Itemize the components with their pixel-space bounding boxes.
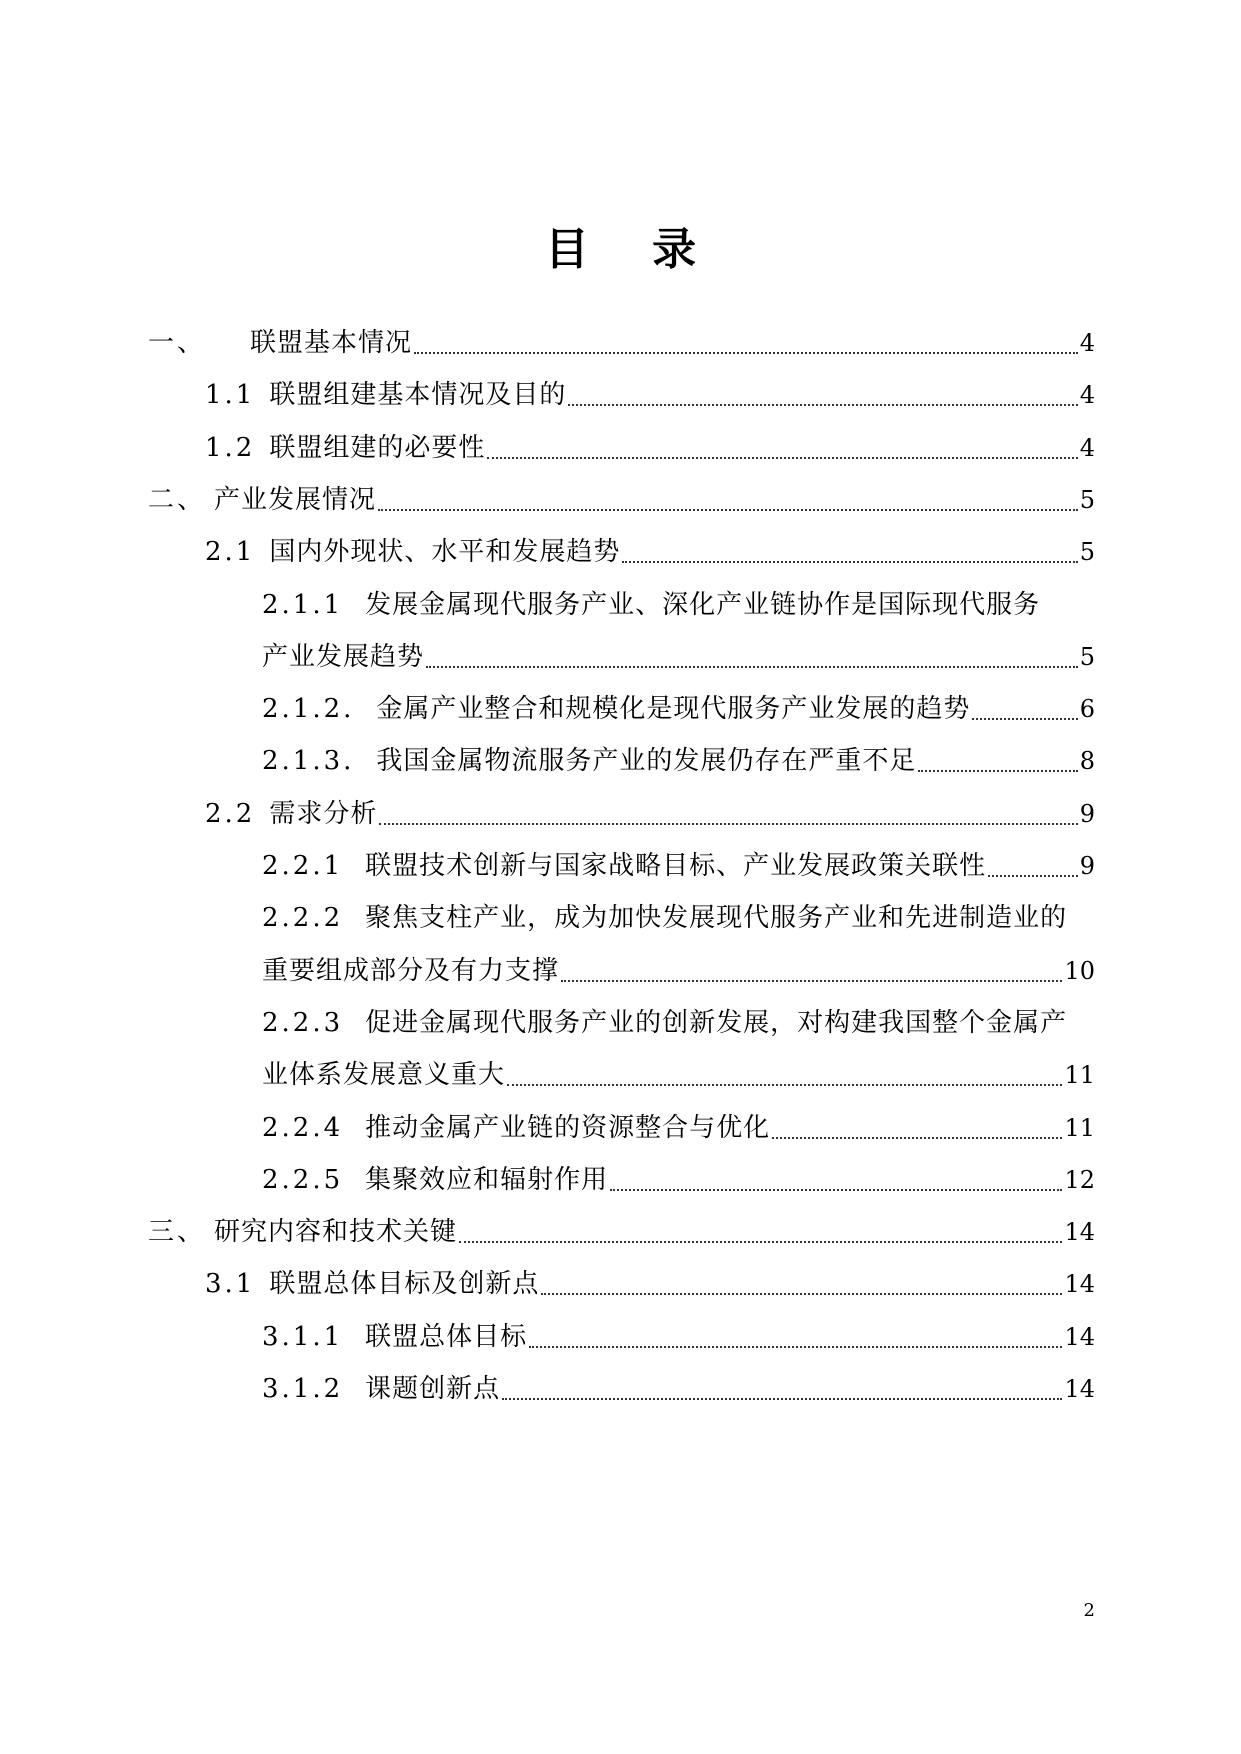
toc-entry-number: 2.1 (205, 537, 256, 568)
toc-entry-page: 5 (1079, 538, 1095, 567)
toc-entry-page: 14 (1064, 1375, 1095, 1403)
toc-entry[interactable] (262, 1161, 1095, 1199)
toc-entry[interactable] (262, 638, 1095, 676)
toc-entry[interactable] (262, 847, 1095, 885)
toc-entry-page: 4 (1079, 381, 1095, 410)
toc-entry[interactable] (205, 795, 1095, 833)
toc-entry-title: 我国金属物流服务产业的发展仍存在严重不足 (376, 746, 917, 777)
toc-entry-page: 9 (1079, 799, 1095, 828)
dot-leader (541, 1265, 1062, 1303)
toc-entry[interactable] (148, 1213, 1095, 1251)
page-title: 目 录 (544, 224, 721, 275)
toc-entry-page: 8 (1079, 747, 1095, 776)
dot-leader (414, 324, 1078, 362)
toc-entry-number: 1.1 (205, 380, 256, 411)
toc-entry-page: 4 (1079, 433, 1095, 462)
toc-entry-page: 12 (1064, 1165, 1095, 1194)
toc-entry-title: 联盟组建的必要性 (269, 432, 486, 463)
toc-entry[interactable] (262, 1109, 1095, 1147)
toc-entry-number: 2.2.2 (262, 903, 344, 934)
toc-entry-page: 11 (1064, 1113, 1095, 1142)
toc-entry-title: 联盟基本情况 (250, 328, 413, 358)
toc-entry-number: 2.2.4 (262, 1112, 344, 1143)
dot-leader (502, 1370, 1062, 1408)
toc-entry-page: 5 (1079, 485, 1095, 514)
toc-entry-title: 课题创新点 (365, 1374, 501, 1404)
toc-entry-title: 聚焦支柱产业，成为加快发展现代服务产业和先进制造业的 (365, 903, 1068, 934)
dot-leader (426, 638, 1078, 676)
toc-entry-title: 推动金属产业链的资源整合与优化 (365, 1112, 771, 1143)
toc-entry-page: 14 (1064, 1218, 1095, 1247)
dot-leader (459, 1213, 1062, 1251)
toc-entry-page: 5 (1079, 642, 1095, 671)
dot-leader (972, 690, 1077, 728)
toc-entry[interactable] (262, 899, 1095, 937)
toc-entry[interactable] (205, 533, 1095, 571)
toc-entry-number: 2.2.5 (262, 1164, 344, 1195)
toc-entry-title: 产业发展趋势 (262, 641, 425, 672)
toc-entry-page: 10 (1064, 956, 1095, 985)
toc-entry-page: 9 (1079, 852, 1095, 880)
dot-leader (378, 481, 1078, 519)
toc-entry-title: 联盟总体目标及创新点 (269, 1269, 540, 1300)
toc-entry-number: 2.2 (205, 798, 256, 829)
toc-entry-number: 二、 (148, 484, 207, 515)
toc-entry[interactable] (262, 1370, 1095, 1408)
dot-leader (561, 952, 1062, 990)
dot-leader (622, 533, 1077, 571)
toc-entry-number: 2.1.2. (262, 694, 355, 725)
toc-entry[interactable] (205, 376, 1095, 414)
toc-entry[interactable] (262, 1056, 1095, 1094)
dot-leader (507, 1056, 1062, 1094)
toc-entry-number: 2.1.3. (262, 746, 355, 777)
toc-entry-title: 产业发展情况 (214, 484, 377, 515)
dot-leader (918, 742, 1077, 780)
toc-entry-title: 金属产业整合和规模化是现代服务产业发展的趋势 (376, 694, 971, 725)
toc-entry-number: 2.2.3 (262, 1007, 344, 1038)
toc-entry-number: 1.2 (205, 432, 256, 463)
dot-leader (568, 376, 1077, 414)
toc-entry-title: 集聚效应和辐射作用 (365, 1164, 609, 1195)
toc-entry[interactable] (148, 324, 1095, 362)
toc-entry-title: 业体系发展意义重大 (262, 1060, 506, 1091)
toc-entry-page: 6 (1079, 695, 1095, 724)
toc-entry-title: 促进金属现代服务产业的创新发展，对构建我国整个金属产 (365, 1007, 1068, 1038)
toc-entry-title: 发展金属现代服务产业、深化产业链协作是国际现代服务 (365, 589, 1041, 620)
toc-entry-number: 2.1.1 (262, 589, 344, 620)
toc-entry-page: 11 (1064, 1061, 1095, 1090)
toc-entry-number: 三、 (148, 1217, 207, 1248)
toc-entry-title: 需求分析 (269, 798, 378, 829)
toc-entry[interactable] (148, 481, 1095, 519)
toc-entry-page: 14 (1064, 1322, 1095, 1351)
dot-leader (529, 1318, 1062, 1356)
toc-entry[interactable] (262, 1004, 1095, 1042)
toc-entry[interactable] (262, 690, 1095, 728)
toc-entry[interactable] (262, 586, 1095, 624)
dot-leader (988, 847, 1078, 885)
toc-entry[interactable] (262, 1318, 1095, 1356)
toc-entry-title: 联盟技术创新与国家战略目标、产业发展政策关联性 (365, 851, 987, 881)
toc-entry-title: 联盟组建基本情况及目的 (269, 380, 567, 411)
page-number: 2 (1083, 1600, 1095, 1621)
toc-entry[interactable] (205, 429, 1095, 467)
toc-entry-number: 3.1 (205, 1269, 256, 1300)
toc-entry-title: 重要组成部分及有力支撑 (262, 955, 560, 986)
toc-entry-page: 14 (1064, 1270, 1095, 1299)
toc-entry[interactable] (205, 1265, 1095, 1303)
toc-entry-number: 3.1.2 (262, 1374, 344, 1404)
toc-entry-number: 2.2.1 (262, 851, 344, 881)
toc-entry-title: 研究内容和技术关键 (214, 1217, 458, 1248)
toc-entry-page: 4 (1079, 329, 1095, 357)
dot-leader (772, 1109, 1062, 1147)
toc-entry[interactable] (262, 742, 1095, 780)
dot-leader (379, 795, 1077, 833)
toc-entry-title: 国内外现状、水平和发展趋势 (269, 537, 621, 568)
dot-leader (487, 429, 1077, 467)
toc-entry-number: 一、 (148, 328, 207, 358)
toc-entry[interactable] (262, 952, 1095, 990)
toc-entry-number: 3.1.1 (262, 1321, 344, 1352)
toc-entry-title: 联盟总体目标 (365, 1321, 528, 1352)
dot-leader (610, 1161, 1062, 1199)
